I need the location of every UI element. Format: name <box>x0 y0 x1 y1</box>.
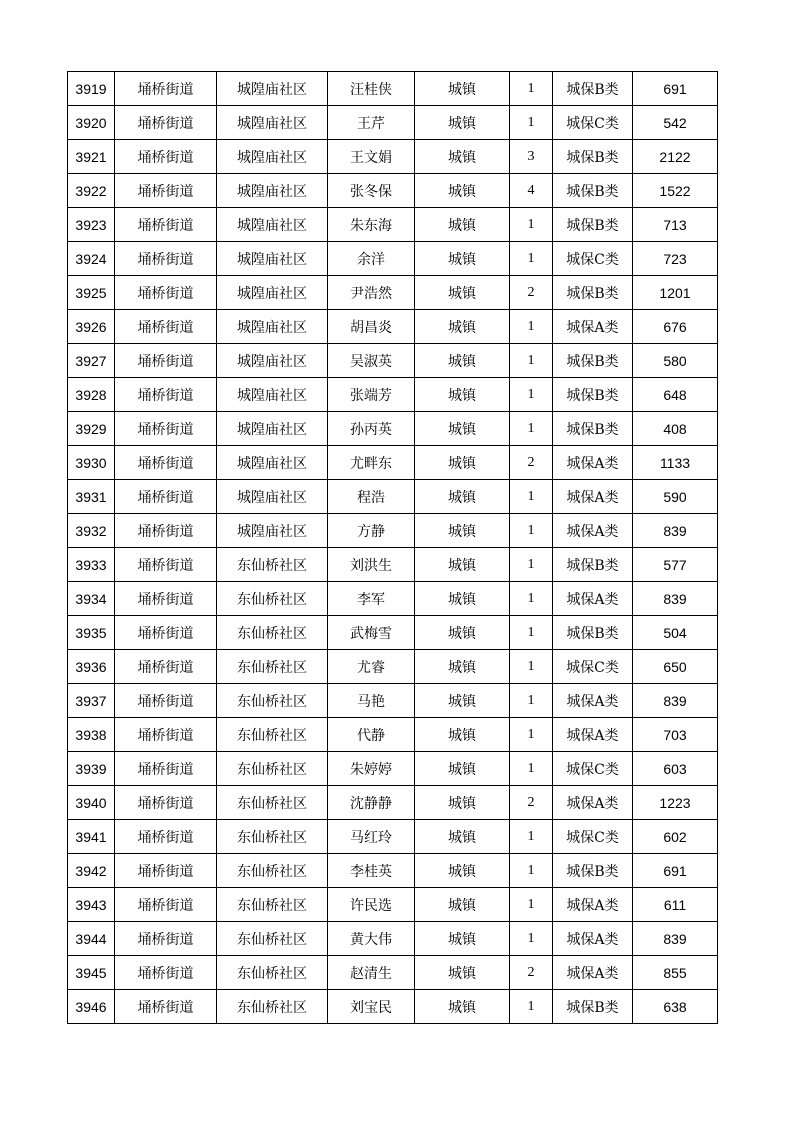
name-cell: 朱婷婷 <box>328 752 415 786</box>
amount-cell: 1223 <box>633 786 718 820</box>
name-cell: 许民选 <box>328 888 415 922</box>
community-cell: 城隍庙社区 <box>217 140 328 174</box>
serial-number-cell: 3927 <box>68 344 115 378</box>
area-type-cell: 城镇 <box>415 446 510 480</box>
household-count-cell: 1 <box>510 412 553 446</box>
street-cell: 埇桥街道 <box>115 616 217 650</box>
serial-number-cell: 3922 <box>68 174 115 208</box>
amount-cell: 603 <box>633 752 718 786</box>
area-type-cell: 城镇 <box>415 140 510 174</box>
household-count-cell: 1 <box>510 616 553 650</box>
serial-number-cell: 3943 <box>68 888 115 922</box>
amount-cell: 691 <box>633 72 718 106</box>
table-row <box>68 106 718 140</box>
name-cell: 孙丙英 <box>328 412 415 446</box>
street-cell: 埇桥街道 <box>115 752 217 786</box>
area-type-cell: 城镇 <box>415 412 510 446</box>
category-cell: 城保A类 <box>553 888 633 922</box>
household-count-cell: 3 <box>510 140 553 174</box>
household-count-cell: 2 <box>510 956 553 990</box>
household-count-cell: 1 <box>510 106 553 140</box>
area-type-cell: 城镇 <box>415 276 510 310</box>
household-count-cell: 2 <box>510 446 553 480</box>
community-cell: 东仙桥社区 <box>217 718 328 752</box>
area-type-cell: 城镇 <box>415 820 510 854</box>
household-count-cell: 1 <box>510 684 553 718</box>
category-cell: 城保A类 <box>553 718 633 752</box>
area-type-cell: 城镇 <box>415 548 510 582</box>
category-cell: 城保C类 <box>553 820 633 854</box>
community-cell: 城隍庙社区 <box>217 106 328 140</box>
area-type-cell: 城镇 <box>415 582 510 616</box>
category-cell: 城保A类 <box>553 582 633 616</box>
street-cell: 埇桥街道 <box>115 310 217 344</box>
category-cell: 城保B类 <box>553 412 633 446</box>
street-cell: 埇桥街道 <box>115 208 217 242</box>
table-row <box>68 650 718 684</box>
street-cell: 埇桥街道 <box>115 684 217 718</box>
amount-cell: 611 <box>633 888 718 922</box>
community-cell: 东仙桥社区 <box>217 956 328 990</box>
category-cell: 城保B类 <box>553 276 633 310</box>
table-row <box>68 684 718 718</box>
amount-cell: 504 <box>633 616 718 650</box>
area-type-cell: 城镇 <box>415 310 510 344</box>
amount-cell: 839 <box>633 514 718 548</box>
serial-number-cell: 3925 <box>68 276 115 310</box>
community-cell: 城隍庙社区 <box>217 276 328 310</box>
category-cell: 城保B类 <box>553 854 633 888</box>
street-cell: 埇桥街道 <box>115 854 217 888</box>
name-cell: 李桂英 <box>328 854 415 888</box>
table-row <box>68 888 718 922</box>
name-cell: 程浩 <box>328 480 415 514</box>
category-cell: 城保A类 <box>553 956 633 990</box>
serial-number-cell: 3930 <box>68 446 115 480</box>
name-cell: 代静 <box>328 718 415 752</box>
table-row <box>68 446 718 480</box>
table-row <box>68 140 718 174</box>
name-cell: 朱东海 <box>328 208 415 242</box>
street-cell: 埇桥街道 <box>115 786 217 820</box>
amount-cell: 703 <box>633 718 718 752</box>
household-count-cell: 4 <box>510 174 553 208</box>
amount-cell: 676 <box>633 310 718 344</box>
community-cell: 东仙桥社区 <box>217 684 328 718</box>
community-cell: 东仙桥社区 <box>217 820 328 854</box>
category-cell: 城保A类 <box>553 480 633 514</box>
amount-cell: 691 <box>633 854 718 888</box>
category-cell: 城保B类 <box>553 72 633 106</box>
area-type-cell: 城镇 <box>415 752 510 786</box>
household-count-cell: 1 <box>510 820 553 854</box>
street-cell: 埇桥街道 <box>115 174 217 208</box>
street-cell: 埇桥街道 <box>115 990 217 1024</box>
community-cell: 东仙桥社区 <box>217 548 328 582</box>
name-cell: 马红玲 <box>328 820 415 854</box>
table-row <box>68 242 718 276</box>
table-row <box>68 616 718 650</box>
community-cell: 城隍庙社区 <box>217 514 328 548</box>
table-row <box>68 718 718 752</box>
serial-number-cell: 3942 <box>68 854 115 888</box>
serial-number-cell: 3935 <box>68 616 115 650</box>
name-cell: 方静 <box>328 514 415 548</box>
category-cell: 城保A类 <box>553 684 633 718</box>
name-cell: 李军 <box>328 582 415 616</box>
category-cell: 城保A类 <box>553 922 633 956</box>
community-cell: 城隍庙社区 <box>217 412 328 446</box>
amount-cell: 713 <box>633 208 718 242</box>
street-cell: 埇桥街道 <box>115 446 217 480</box>
name-cell: 武梅雪 <box>328 616 415 650</box>
serial-number-cell: 3937 <box>68 684 115 718</box>
household-count-cell: 1 <box>510 344 553 378</box>
area-type-cell: 城镇 <box>415 514 510 548</box>
table-body <box>68 72 718 1024</box>
household-count-cell: 1 <box>510 854 553 888</box>
category-cell: 城保A类 <box>553 310 633 344</box>
table-row <box>68 310 718 344</box>
category-cell: 城保B类 <box>553 174 633 208</box>
category-cell: 城保B类 <box>553 378 633 412</box>
serial-number-cell: 3929 <box>68 412 115 446</box>
category-cell: 城保A类 <box>553 786 633 820</box>
household-count-cell: 1 <box>510 582 553 616</box>
category-cell: 城保B类 <box>553 548 633 582</box>
community-cell: 东仙桥社区 <box>217 616 328 650</box>
category-cell: 城保C类 <box>553 106 633 140</box>
household-count-cell: 2 <box>510 786 553 820</box>
serial-number-cell: 3921 <box>68 140 115 174</box>
household-count-cell: 1 <box>510 548 553 582</box>
area-type-cell: 城镇 <box>415 174 510 208</box>
street-cell: 埇桥街道 <box>115 922 217 956</box>
street-cell: 埇桥街道 <box>115 582 217 616</box>
category-cell: 城保C类 <box>553 242 633 276</box>
area-type-cell: 城镇 <box>415 208 510 242</box>
household-count-cell: 1 <box>510 650 553 684</box>
name-cell: 沈静静 <box>328 786 415 820</box>
name-cell: 尹浩然 <box>328 276 415 310</box>
name-cell: 吴淑英 <box>328 344 415 378</box>
community-cell: 东仙桥社区 <box>217 922 328 956</box>
table-row <box>68 378 718 412</box>
table-row <box>68 72 718 106</box>
street-cell: 埇桥街道 <box>115 106 217 140</box>
community-cell: 城隍庙社区 <box>217 242 328 276</box>
household-count-cell: 1 <box>510 718 553 752</box>
category-cell: 城保B类 <box>553 208 633 242</box>
category-cell: 城保A类 <box>553 514 633 548</box>
name-cell: 尤睿 <box>328 650 415 684</box>
serial-number-cell: 3928 <box>68 378 115 412</box>
household-count-cell: 1 <box>510 514 553 548</box>
household-count-cell: 1 <box>510 378 553 412</box>
amount-cell: 839 <box>633 922 718 956</box>
name-cell: 余洋 <box>328 242 415 276</box>
street-cell: 埇桥街道 <box>115 412 217 446</box>
community-cell: 城隍庙社区 <box>217 446 328 480</box>
serial-number-cell: 3945 <box>68 956 115 990</box>
area-type-cell: 城镇 <box>415 242 510 276</box>
table-row <box>68 922 718 956</box>
household-count-cell: 1 <box>510 922 553 956</box>
table-row <box>68 344 718 378</box>
name-cell: 胡昌炎 <box>328 310 415 344</box>
table-row <box>68 480 718 514</box>
table-row <box>68 276 718 310</box>
amount-cell: 855 <box>633 956 718 990</box>
serial-number-cell: 3941 <box>68 820 115 854</box>
area-type-cell: 城镇 <box>415 786 510 820</box>
amount-cell: 602 <box>633 820 718 854</box>
street-cell: 埇桥街道 <box>115 276 217 310</box>
household-count-cell: 1 <box>510 242 553 276</box>
household-count-cell: 1 <box>510 208 553 242</box>
street-cell: 埇桥街道 <box>115 888 217 922</box>
category-cell: 城保C类 <box>553 752 633 786</box>
area-type-cell: 城镇 <box>415 480 510 514</box>
name-cell: 汪桂侠 <box>328 72 415 106</box>
table-row <box>68 990 718 1024</box>
street-cell: 埇桥街道 <box>115 718 217 752</box>
category-cell: 城保B类 <box>553 990 633 1024</box>
area-type-cell: 城镇 <box>415 616 510 650</box>
amount-cell: 839 <box>633 582 718 616</box>
name-cell: 赵清生 <box>328 956 415 990</box>
table-row <box>68 752 718 786</box>
area-type-cell: 城镇 <box>415 990 510 1024</box>
table-row <box>68 208 718 242</box>
community-cell: 城隍庙社区 <box>217 208 328 242</box>
community-cell: 东仙桥社区 <box>217 650 328 684</box>
name-cell: 马艳 <box>328 684 415 718</box>
table-row <box>68 514 718 548</box>
category-cell: 城保B类 <box>553 140 633 174</box>
table-row <box>68 174 718 208</box>
community-cell: 东仙桥社区 <box>217 888 328 922</box>
serial-number-cell: 3923 <box>68 208 115 242</box>
household-count-cell: 1 <box>510 310 553 344</box>
table-row <box>68 786 718 820</box>
community-cell: 城隍庙社区 <box>217 72 328 106</box>
serial-number-cell: 3939 <box>68 752 115 786</box>
community-cell: 城隍庙社区 <box>217 174 328 208</box>
street-cell: 埇桥街道 <box>115 480 217 514</box>
community-cell: 城隍庙社区 <box>217 480 328 514</box>
street-cell: 埇桥街道 <box>115 956 217 990</box>
serial-number-cell: 3924 <box>68 242 115 276</box>
name-cell: 刘宝民 <box>328 990 415 1024</box>
category-cell: 城保A类 <box>553 446 633 480</box>
serial-number-cell: 3934 <box>68 582 115 616</box>
street-cell: 埇桥街道 <box>115 242 217 276</box>
street-cell: 埇桥街道 <box>115 514 217 548</box>
amount-cell: 650 <box>633 650 718 684</box>
name-cell: 王文娟 <box>328 140 415 174</box>
serial-number-cell: 3932 <box>68 514 115 548</box>
amount-cell: 408 <box>633 412 718 446</box>
serial-number-cell: 3944 <box>68 922 115 956</box>
amount-cell: 1133 <box>633 446 718 480</box>
household-count-cell: 1 <box>510 990 553 1024</box>
street-cell: 埇桥街道 <box>115 72 217 106</box>
table-row <box>68 548 718 582</box>
serial-number-cell: 3931 <box>68 480 115 514</box>
community-cell: 东仙桥社区 <box>217 854 328 888</box>
area-type-cell: 城镇 <box>415 718 510 752</box>
name-cell: 张端芳 <box>328 378 415 412</box>
category-cell: 城保B类 <box>553 344 633 378</box>
community-cell: 城隍庙社区 <box>217 378 328 412</box>
amount-cell: 542 <box>633 106 718 140</box>
area-type-cell: 城镇 <box>415 106 510 140</box>
table-row <box>68 820 718 854</box>
amount-cell: 2122 <box>633 140 718 174</box>
name-cell: 尤畔东 <box>328 446 415 480</box>
street-cell: 埇桥街道 <box>115 548 217 582</box>
area-type-cell: 城镇 <box>415 922 510 956</box>
serial-number-cell: 3936 <box>68 650 115 684</box>
serial-number-cell: 3946 <box>68 990 115 1024</box>
street-cell: 埇桥街道 <box>115 650 217 684</box>
amount-cell: 590 <box>633 480 718 514</box>
amount-cell: 638 <box>633 990 718 1024</box>
area-type-cell: 城镇 <box>415 956 510 990</box>
area-type-cell: 城镇 <box>415 344 510 378</box>
serial-number-cell: 3940 <box>68 786 115 820</box>
household-count-cell: 2 <box>510 276 553 310</box>
community-cell: 东仙桥社区 <box>217 582 328 616</box>
community-cell: 东仙桥社区 <box>217 786 328 820</box>
amount-cell: 723 <box>633 242 718 276</box>
amount-cell: 580 <box>633 344 718 378</box>
household-count-cell: 1 <box>510 752 553 786</box>
area-type-cell: 城镇 <box>415 72 510 106</box>
amount-cell: 577 <box>633 548 718 582</box>
area-type-cell: 城镇 <box>415 378 510 412</box>
recipient-table <box>67 71 718 1024</box>
area-type-cell: 城镇 <box>415 650 510 684</box>
serial-number-cell: 3938 <box>68 718 115 752</box>
amount-cell: 648 <box>633 378 718 412</box>
community-cell: 东仙桥社区 <box>217 752 328 786</box>
serial-number-cell: 3920 <box>68 106 115 140</box>
community-cell: 城隍庙社区 <box>217 310 328 344</box>
serial-number-cell: 3926 <box>68 310 115 344</box>
table-row <box>68 582 718 616</box>
name-cell: 王芹 <box>328 106 415 140</box>
serial-number-cell: 3933 <box>68 548 115 582</box>
household-count-cell: 1 <box>510 72 553 106</box>
name-cell: 刘洪生 <box>328 548 415 582</box>
household-count-cell: 1 <box>510 888 553 922</box>
street-cell: 埇桥街道 <box>115 378 217 412</box>
street-cell: 埇桥街道 <box>115 140 217 174</box>
table-row <box>68 956 718 990</box>
table-row <box>68 854 718 888</box>
area-type-cell: 城镇 <box>415 684 510 718</box>
street-cell: 埇桥街道 <box>115 820 217 854</box>
category-cell: 城保B类 <box>553 616 633 650</box>
household-count-cell: 1 <box>510 480 553 514</box>
area-type-cell: 城镇 <box>415 854 510 888</box>
name-cell: 张冬保 <box>328 174 415 208</box>
name-cell: 黄大伟 <box>328 922 415 956</box>
community-cell: 东仙桥社区 <box>217 990 328 1024</box>
area-type-cell: 城镇 <box>415 888 510 922</box>
amount-cell: 1522 <box>633 174 718 208</box>
community-cell: 城隍庙社区 <box>217 344 328 378</box>
street-cell: 埇桥街道 <box>115 344 217 378</box>
amount-cell: 839 <box>633 684 718 718</box>
amount-cell: 1201 <box>633 276 718 310</box>
serial-number-cell: 3919 <box>68 72 115 106</box>
category-cell: 城保C类 <box>553 650 633 684</box>
table-row <box>68 412 718 446</box>
